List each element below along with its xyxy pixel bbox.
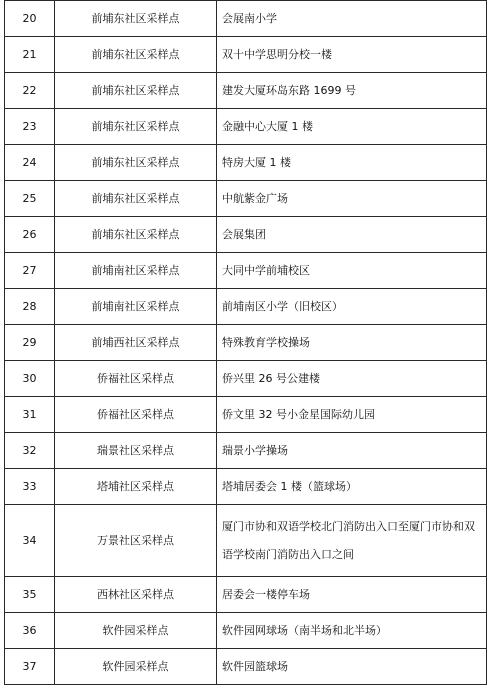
site-location: 特殊教育学校操场 (217, 325, 487, 361)
site-name: 侨福社区采样点 (55, 361, 217, 397)
table-row (5, 577, 487, 613)
sampling-sites-table (4, 0, 487, 685)
table-row (5, 361, 487, 397)
row-number: 24 (5, 145, 55, 181)
table-row (5, 145, 487, 181)
table-row (5, 397, 487, 433)
site-name: 前埔南社区采样点 (55, 253, 217, 289)
row-number: 34 (5, 505, 55, 577)
site-name: 侨福社区采样点 (55, 397, 217, 433)
table-row (5, 289, 487, 325)
site-location: 会展集团 (217, 217, 487, 253)
site-name: 瑞景社区采样点 (55, 433, 217, 469)
site-name: 前埔东社区采样点 (55, 181, 217, 217)
row-number: 33 (5, 469, 55, 505)
table-row (5, 73, 487, 109)
site-location: 软件园篮球场 (217, 649, 487, 685)
site-name: 前埔南社区采样点 (55, 289, 217, 325)
table-row (5, 1, 487, 37)
row-number: 26 (5, 217, 55, 253)
table-row (5, 217, 487, 253)
row-number: 20 (5, 1, 55, 37)
site-location: 双十中学思明分校一楼 (217, 37, 487, 73)
site-location: 侨兴里 26 号公建楼 (217, 361, 487, 397)
table-row (5, 109, 487, 145)
site-name: 软件园采样点 (55, 649, 217, 685)
table-row (5, 505, 487, 577)
row-number: 28 (5, 289, 55, 325)
row-number: 21 (5, 37, 55, 73)
table-row (5, 649, 487, 685)
row-number: 27 (5, 253, 55, 289)
row-number: 22 (5, 73, 55, 109)
site-location: 居委会一楼停车场 (217, 577, 487, 613)
site-name: 软件园采样点 (55, 613, 217, 649)
table-row (5, 613, 487, 649)
site-name: 塔埔社区采样点 (55, 469, 217, 505)
table-row (5, 181, 487, 217)
site-location: 软件园网球场（南半场和北半场） (217, 613, 487, 649)
row-number: 35 (5, 577, 55, 613)
site-name: 前埔东社区采样点 (55, 1, 217, 37)
site-location: 中航紫金广场 (217, 181, 487, 217)
site-name: 前埔东社区采样点 (55, 37, 217, 73)
site-name: 万景社区采样点 (55, 505, 217, 577)
sampling-sites-sheet (4, 0, 486, 685)
site-name: 前埔东社区采样点 (55, 217, 217, 253)
site-location: 大同中学前埔校区 (217, 253, 487, 289)
site-location: 金融中心大厦 1 楼 (217, 109, 487, 145)
row-number: 37 (5, 649, 55, 685)
row-number: 23 (5, 109, 55, 145)
row-number: 29 (5, 325, 55, 361)
row-number: 25 (5, 181, 55, 217)
site-location: 厦门市协和双语学校北门消防出入口至厦门市协和双语学校南门消防出入口之间 (217, 505, 487, 577)
table-body (5, 1, 487, 685)
site-location: 前埔南区小学（旧校区） (217, 289, 487, 325)
row-number: 30 (5, 361, 55, 397)
site-name: 前埔西社区采样点 (55, 325, 217, 361)
row-number: 36 (5, 613, 55, 649)
table-row (5, 433, 487, 469)
site-location: 特房大厦 1 楼 (217, 145, 487, 181)
table-row (5, 253, 487, 289)
site-location: 塔埔居委会 1 楼（篮球场） (217, 469, 487, 505)
row-number: 32 (5, 433, 55, 469)
table-row (5, 469, 487, 505)
site-name: 西林社区采样点 (55, 577, 217, 613)
site-location: 建发大厦环岛东路 1699 号 (217, 73, 487, 109)
site-location: 侨文里 32 号小金星国际幼儿园 (217, 397, 487, 433)
table-row (5, 37, 487, 73)
site-name: 前埔东社区采样点 (55, 145, 217, 181)
site-name: 前埔东社区采样点 (55, 73, 217, 109)
table-row (5, 325, 487, 361)
site-name: 前埔东社区采样点 (55, 109, 217, 145)
row-number: 31 (5, 397, 55, 433)
site-location: 会展南小学 (217, 1, 487, 37)
site-location: 瑞景小学操场 (217, 433, 487, 469)
